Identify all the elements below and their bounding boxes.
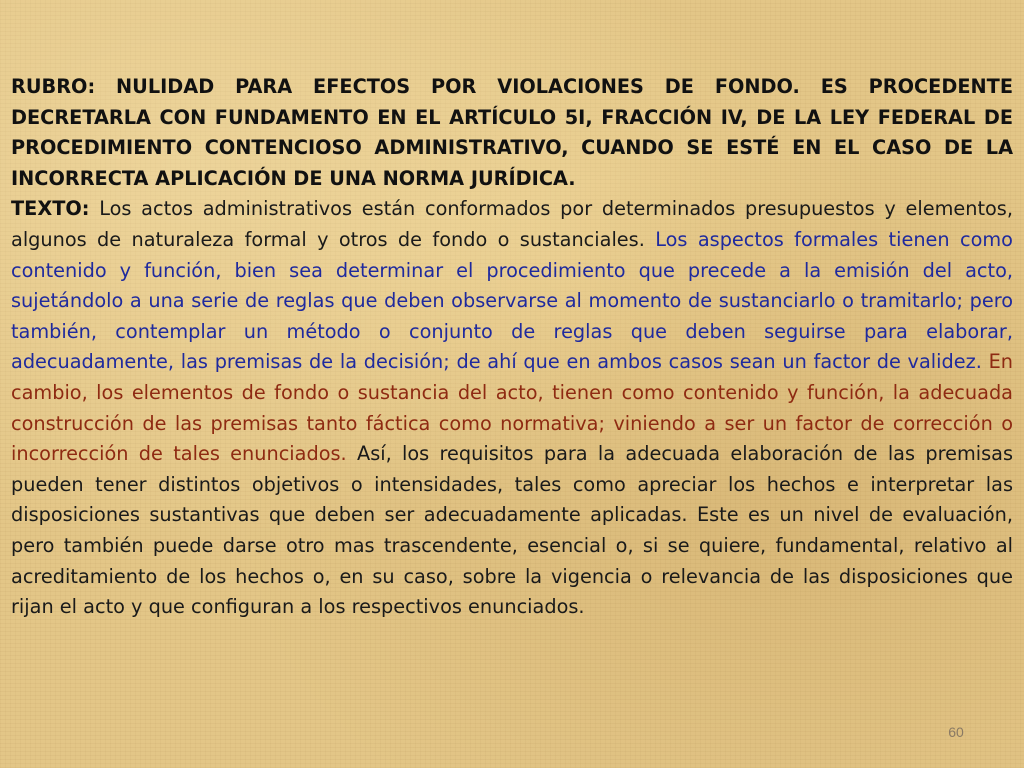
texto-conclusion: Así, los requisitos para la adecuada elaboración de las premisas pueden tener distintos objetivos o intensidades, tales como apreciar los hechos e interpretar las disposiciones sustantivas que deben ser adecuadamente aplicadas. Este es un nivel de evaluación, pero también puede darse otro mas trascendente, esencial o, si se quiere, fundamental, relativo al acreditamiento de los hechos o, en su caso, sobre la vigencia o relevancia de las disposiciones que rijan el acto y que configuran a los respectivos enunciados.: [11, 442, 1014, 619]
texto-paragraph: [11, 194, 1013, 622]
texto-substantive-elements: En cambio, los elementos de fondo o sustancia del acto, tienen como contenido y función, la adecuada construcción de las premisas tanto fáctica como normativa; viniendo a ser un factor de corrección o incorrección de tales enunciados.: [11, 350, 1013, 466]
texto-intro: Los actos administrativos están conformados por determinados presupuestos y elementos, algunos de naturaleza formal y otros de fondo o sustanciales.: [11, 197, 1013, 251]
rubro-label: RUBRO:: [11, 75, 96, 98]
texto-label: TEXTO:: [11, 197, 90, 221]
rubro-paragraph: [11, 72, 1013, 194]
texto-formal-aspects: Los aspectos formales tienen como contenido y función, bien sea determinar el procedimiento que precede a la emisión del acto, sujetándolo a una serie de reglas que deben observarse al momento de sustanciarlo o tramitarlo; pero también, contemplar un método o conjunto de reglas que deben seguirse para elaborar, adecuadamente, las premisas de la decisión; de ahí que en ambos casos sean un factor de validez.: [11, 227, 1013, 374]
page-number: 60: [948, 724, 964, 740]
slide-content: [11, 72, 1013, 623]
rubro-title: NULIDAD PARA EFECTOS POR VIOLACIONES DE FONDO. ES PROCEDENTE DECRETARLA CON FUNDAMENTO EN EL ARTÍCULO 5I, FRACCIÓN IV, DE LA LEY FEDERAL DE PROCEDIMIENTO CONTENCIOSO ADMINISTRATIVO, CUANDO SE ESTÉ EN EL CASO DE LA INCORRECTA APLICACIÓN DE UNA NORMA JURÍDICA.: [11, 75, 1013, 190]
